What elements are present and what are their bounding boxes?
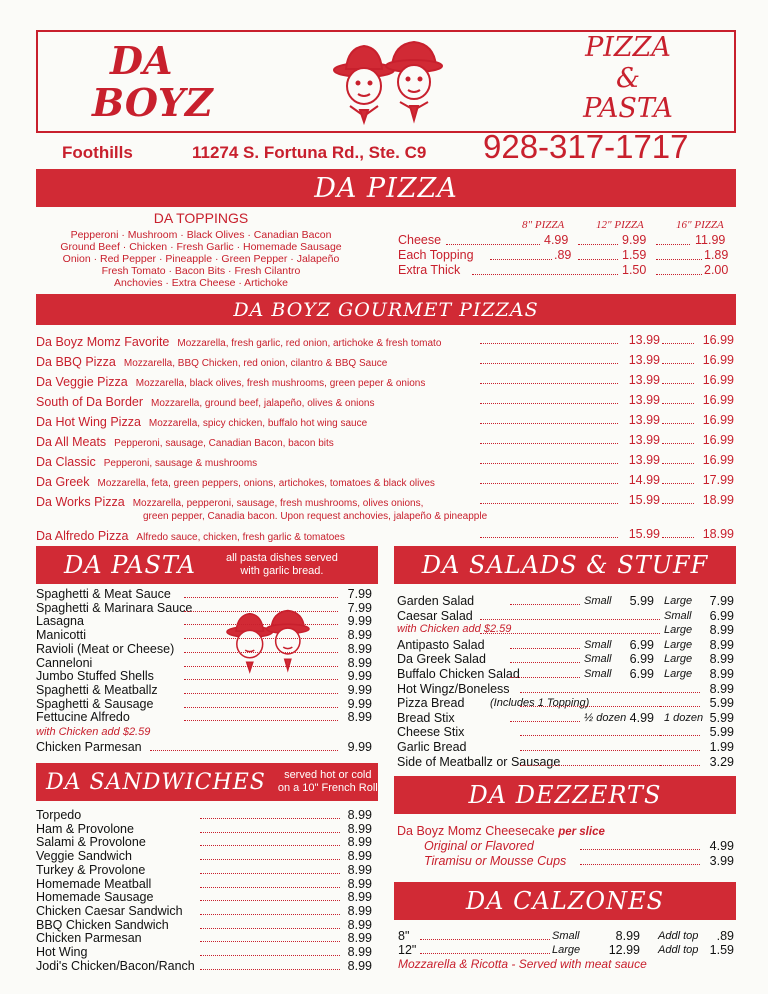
pasta-name: Jumbo Stuffed Shells — [36, 669, 154, 684]
sandwich-price: 8.99 — [347, 945, 372, 959]
gourmet-desc: Mozzarella, pepperoni, sausage, fresh mushrooms, olives onions, — [132, 498, 424, 509]
price-12: 13.99 — [628, 393, 660, 407]
leader-dots — [184, 611, 338, 612]
toppings-title: DA TOPPINGS — [153, 210, 249, 226]
large-price: 8.99 — [709, 637, 734, 652]
leader-dots — [480, 463, 618, 464]
salad-name: Hot Wingz/Boneless — [397, 681, 510, 696]
small-price: 6.99 — [629, 667, 654, 681]
gourmet-desc: Alfredo sauce, chicken, fresh garlic & tomatoes — [136, 532, 345, 543]
price-12: 13.99 — [628, 373, 660, 387]
price-12: 14.99 — [628, 473, 660, 487]
price-16: 1.89 — [704, 248, 729, 262]
small-price: 4.99 — [629, 710, 654, 725]
sandwiches-title: DA SANDWICHES — [46, 769, 266, 795]
large-price: 8.99 — [709, 652, 734, 667]
addl-top-label: Addl top — [658, 930, 699, 942]
pasta-note-line1: all pasta dishes served — [225, 552, 338, 564]
gourmet-item — [36, 413, 367, 431]
sandwich-price: 8.99 — [347, 917, 372, 932]
gourmet-item — [36, 527, 345, 545]
small-price: 6.99 — [629, 652, 654, 667]
gourmet-name: Da Hot Wing Pizza — [36, 415, 141, 429]
size-header-8: 8" PIZZA — [522, 219, 565, 231]
salad-name: Cheese Stix — [397, 725, 465, 740]
leader-dots — [480, 443, 618, 444]
salad-name: with Chicken add $2.59 — [397, 623, 512, 636]
gourmet-name: Da Classic — [36, 455, 96, 469]
gourmet-item — [36, 353, 387, 371]
large-price: 5.99 — [709, 696, 734, 711]
sandwich-price: 8.99 — [347, 903, 372, 918]
leader-dots — [200, 832, 340, 833]
large-price: 7.99 — [709, 594, 734, 608]
leader-dots — [480, 423, 618, 424]
pasta-price: 9.99 — [347, 696, 372, 711]
gourmet-name: Da Boyz Momz Favorite — [36, 335, 170, 349]
pizza-price-row — [398, 263, 734, 278]
price-16: 16.99 — [702, 393, 734, 407]
dezzert-name: Original or Flavored — [424, 839, 534, 853]
leader-dots — [660, 735, 700, 736]
price-16: 16.99 — [702, 353, 734, 367]
salad-name: Garlic Bread — [397, 740, 467, 754]
large-label: Large — [664, 668, 693, 680]
sandwich-name: Veggie Sandwich — [36, 849, 132, 864]
price-8: .89 — [554, 248, 572, 262]
pasta-name: Fettucine Alfredo — [36, 710, 130, 725]
salad-name: Buffalo Chicken Salad — [397, 667, 520, 681]
leader-dots — [420, 939, 550, 940]
price-12: 1.50 — [622, 263, 647, 277]
calzone-price: 12.99 — [608, 943, 640, 957]
leader-dots — [200, 928, 340, 929]
pasta-name: Spaghetti & Meat Sauce — [36, 587, 171, 601]
calzone-size: 12" — [398, 943, 417, 957]
leader-dots — [580, 864, 700, 865]
location-name: Foothills — [62, 143, 133, 162]
calzones-banner — [394, 882, 736, 920]
pizza-price-row — [398, 248, 734, 263]
price-12: 13.99 — [628, 333, 660, 347]
leader-dots — [200, 941, 340, 942]
calzone-price: 8.99 — [615, 929, 640, 943]
pasta-name: Spaghetti & Sausage — [36, 696, 154, 711]
toppings-line: Onion · Red Pepper · Pineapple · Green Pepper · Jalapeño — [62, 253, 340, 265]
leader-dots — [184, 652, 338, 653]
sandwiches-note-line2: on a 10" French Roll — [277, 782, 378, 794]
leader-dots — [662, 443, 694, 444]
pasta-price: 8.99 — [347, 710, 372, 725]
tagline-pizza: PIZZA — [585, 32, 671, 63]
mascot-boys-logo — [328, 36, 448, 128]
leader-dots — [662, 503, 694, 504]
leader-dots — [510, 677, 580, 678]
sandwiches-banner — [36, 763, 378, 801]
pasta-price: 7.99 — [347, 587, 372, 601]
large-label: Large — [664, 624, 693, 637]
leader-dots — [660, 750, 700, 751]
dezzerts-title: DA DEZZERTS — [468, 781, 662, 809]
sandwich-name: Salami & Provolone — [36, 835, 146, 850]
large-price: 5.99 — [709, 725, 734, 740]
pasta-price: 9.99 — [347, 669, 372, 684]
gourmet-desc: Mozzarella, feta, green peppers, onions, artichokes, tomatoes & black olives — [97, 478, 435, 489]
small-label: ½ dozen — [584, 711, 627, 724]
leader-dots — [510, 662, 580, 663]
price-12: 13.99 — [628, 433, 660, 447]
leader-dots — [662, 403, 694, 404]
per-slice-note: per slice — [558, 826, 605, 838]
small-label: Small — [584, 653, 612, 666]
salad-name: Caesar Salad — [397, 608, 473, 623]
price-12: 13.99 — [628, 413, 660, 427]
gourmet-item — [36, 453, 257, 471]
leader-dots — [184, 679, 338, 680]
pizza-row-name: Extra Thick — [398, 263, 461, 277]
pasta-price: 9.99 — [347, 614, 372, 629]
salad-name: Side of Meatballz or Sausage — [397, 754, 561, 769]
pasta-price: 9.99 — [347, 740, 372, 754]
gourmet-name: Da Veggie Pizza — [36, 375, 128, 389]
salad-name: Antipasto Salad — [397, 637, 485, 652]
leader-dots — [510, 604, 580, 605]
leader-dots — [510, 648, 580, 649]
salad-name: Bread Stix — [397, 710, 455, 725]
sandwich-price: 8.99 — [347, 876, 372, 891]
salad-name: Pizza Bread — [397, 696, 465, 711]
leader-dots — [200, 818, 340, 819]
calzone-label: Small — [552, 930, 580, 942]
small-price: 6.99 — [629, 637, 654, 652]
leader-dots — [184, 707, 338, 708]
dezzerts-head — [397, 824, 605, 838]
pasta-name: Spaghetti & Marinara Sauce — [36, 600, 193, 615]
sandwich-price: 8.99 — [347, 808, 372, 822]
sandwich-name: Chicken Parmesan — [36, 931, 142, 946]
salads-title: DA SALADS & STUFF — [421, 551, 709, 579]
toppings-line: Pepperoni · Mushroom · Black Olives · Canadian Bacon — [70, 229, 332, 241]
leader-dots — [662, 463, 694, 464]
leader-dots — [200, 969, 340, 970]
large-price: 3.29 — [709, 754, 734, 769]
pasta-note-line2: with garlic bread. — [240, 565, 324, 577]
leader-dots — [480, 403, 618, 404]
pasta-price: 8.99 — [347, 628, 372, 643]
price-12: 15.99 — [628, 527, 660, 541]
small-price: 5.99 — [629, 594, 654, 608]
leader-dots — [200, 845, 340, 846]
dezzert-price: 3.99 — [709, 854, 734, 868]
large-price: 6.99 — [709, 608, 734, 623]
sandwich-name: Jodi's Chicken/Bacon/Ranch — [36, 958, 195, 973]
large-label: Large — [664, 595, 693, 607]
gourmet-name: Da Greek — [36, 475, 90, 489]
gourmet-item — [36, 373, 425, 391]
leader-dots — [480, 483, 618, 484]
dezzert-name: Tiramisu or Mousse Cups — [424, 854, 567, 868]
price-12: 13.99 — [628, 453, 660, 467]
gourmet-item — [36, 493, 423, 511]
leader-dots — [200, 859, 340, 860]
price-16: 18.99 — [702, 527, 734, 541]
pizza-title: DA PIZZA — [314, 172, 458, 204]
price-16: 18.99 — [702, 493, 734, 507]
leader-dots — [480, 363, 618, 364]
pasta-name: Ravioli (Meat or Cheese) — [36, 641, 175, 656]
gourmet-desc: Pepperoni, sausage, Canadian Bacon, bacon bits — [114, 438, 334, 449]
gourmet-item — [36, 393, 375, 411]
gourmet-title: DA BOYZ GOURMET PIZZAS — [233, 298, 539, 321]
pasta-price: 7.99 — [347, 600, 372, 615]
large-price: 8.99 — [709, 681, 734, 696]
gourmet-name: Da Alfredo Pizza — [36, 529, 129, 543]
brand-name-line1: DA — [110, 38, 173, 83]
large-label: Small — [664, 609, 692, 622]
salad-name: Garden Salad — [397, 594, 475, 608]
gourmet-desc: Mozzarella, black olives, fresh mushrooms, green peper & onions — [135, 378, 426, 389]
small-label: Small — [584, 668, 612, 680]
calzone-label: Large — [552, 944, 581, 956]
leader-dots — [200, 873, 340, 874]
addl-top-label: Addl top — [658, 944, 699, 956]
calzone-size: 8" — [398, 929, 410, 943]
leader-dots — [184, 597, 338, 598]
sandwiches-note-line1: served hot or cold — [284, 769, 372, 781]
price-16: 16.99 — [702, 433, 734, 447]
large-label: Large — [664, 638, 693, 651]
leader-dots — [662, 423, 694, 424]
leader-dots — [662, 363, 694, 364]
gourmet-item — [36, 433, 334, 451]
price-16: 16.99 — [702, 453, 734, 467]
pasta-name: Lasagna — [36, 614, 84, 629]
leader-dots — [480, 537, 618, 538]
leader-dots — [200, 900, 340, 901]
leader-dots — [662, 537, 694, 538]
sandwich-name: Turkey & Provolone — [36, 862, 146, 877]
sandwich-name: Homemade Meatball — [36, 876, 152, 891]
addl-top-price: 1.59 — [709, 943, 734, 957]
leader-dots — [480, 633, 660, 634]
leader-dots — [200, 914, 340, 915]
sandwich-price: 8.99 — [347, 931, 372, 946]
sandwich-price: 8.99 — [347, 821, 372, 836]
price-16: 2.00 — [704, 263, 729, 277]
leader-dots — [420, 953, 550, 954]
leader-dots — [662, 383, 694, 384]
leader-dots — [184, 638, 338, 639]
leader-dots — [184, 693, 338, 694]
size-header-16: 16" PIZZA — [676, 219, 724, 231]
sandwich-name: Chicken Caesar Sandwich — [36, 903, 183, 918]
price-12: 15.99 — [628, 493, 660, 507]
leader-dots — [580, 849, 700, 850]
pasta-price: 8.99 — [347, 641, 372, 656]
leader-dots — [184, 666, 338, 667]
gourmet-desc: Mozzarella, fresh garlic, red onion, artichoke & fresh tomato — [177, 338, 442, 349]
toppings-line: Ground Beef · Chicken · Fresh Garlic · Homemade Sausage — [60, 241, 342, 253]
pasta-name: Spaghetti & Meatballz — [36, 682, 158, 697]
addl-top-price: .89 — [716, 929, 734, 943]
pasta-price: 8.99 — [347, 655, 372, 670]
leader-dots — [480, 383, 618, 384]
pasta-price: 9.99 — [347, 682, 372, 697]
sandwich-price: 8.99 — [347, 890, 372, 905]
large-price: 8.99 — [709, 623, 734, 638]
price-8: 4.99 — [544, 233, 569, 247]
leader-dots — [660, 765, 700, 766]
pasta-banner — [36, 546, 378, 584]
small-label: Small — [584, 638, 612, 651]
leader-dots — [510, 721, 580, 722]
sandwich-name: Hot Wing — [36, 945, 88, 959]
salad-name: Da Greek Salad — [397, 652, 486, 667]
dezzerts-banner — [394, 776, 736, 814]
leader-dots — [200, 955, 340, 956]
pizza-banner — [36, 169, 736, 207]
gourmet-name: South of Da Border — [36, 395, 144, 409]
pizza-price-row — [398, 233, 734, 248]
gourmet-banner — [36, 294, 736, 325]
sandwich-price: 8.99 — [347, 958, 372, 973]
price-16: 16.99 — [702, 333, 734, 347]
tagline-amp: & — [615, 63, 641, 94]
leader-dots — [184, 624, 338, 625]
gourmet-desc-continued: green pepper, Canadia bacon. Upon request anchovies, jalapeño & pineapple — [143, 511, 488, 522]
cheesecake-label: Da Boyz Momz Cheesecake — [397, 824, 555, 838]
large-price: 1.99 — [709, 740, 734, 754]
pizza-row-name: Cheese — [398, 233, 442, 247]
calzone-note: Mozzarella & Ricotta - Served with meat sauce — [398, 957, 647, 971]
sandwich-name: Ham & Provolone — [36, 821, 134, 836]
toppings-line: Anchovies · Extra Cheese · Artichoke — [114, 277, 288, 289]
price-16: 16.99 — [702, 413, 734, 427]
leader-dots — [662, 483, 694, 484]
tagline-pasta: PASTA — [583, 93, 673, 124]
leader-dots — [660, 692, 700, 693]
sandwich-price: 8.99 — [347, 862, 372, 877]
pasta-name: Canneloni — [36, 655, 93, 670]
phone-number[interactable]: 928-317-1717 — [483, 128, 689, 165]
sandwich-name: Homemade Sausage — [36, 890, 154, 905]
gourmet-desc: Mozzarella, BBQ Chicken, red onion, cilantro & BBQ Sauce — [123, 358, 388, 369]
leader-dots — [662, 343, 694, 344]
sandwich-price: 8.99 — [347, 849, 372, 864]
sandwich-price: 8.99 — [347, 835, 372, 850]
price-12: 1.59 — [622, 248, 647, 262]
dezzert-price: 4.99 — [709, 839, 734, 853]
gourmet-name: Da Works Pizza — [36, 495, 125, 509]
leader-dots — [480, 619, 660, 620]
pasta-name: Chicken Parmesan — [36, 740, 142, 754]
address: 11274 S. Fortuna Rd., Ste. C9 — [192, 143, 427, 162]
sandwich-name: BBQ Chicken Sandwich — [36, 917, 169, 932]
calzones-title: DA CALZONES — [465, 887, 665, 915]
pasta-title: DA PASTA — [64, 551, 196, 579]
leader-dots — [184, 720, 338, 721]
gourmet-name: Da BBQ Pizza — [36, 355, 116, 369]
gourmet-desc: Pepperoni, sausage & mushrooms — [103, 458, 258, 469]
large-label: Large — [664, 653, 693, 666]
price-16: 11.99 — [695, 233, 726, 247]
toppings-line: Fresh Tomato · Bacon Bits · Fresh Cilantro — [101, 265, 301, 277]
size-header-12: 12" PIZZA — [596, 219, 644, 231]
leader-dots — [480, 343, 618, 344]
price-16: 16.99 — [702, 373, 734, 387]
pizza-row-name: Each Topping — [398, 248, 474, 262]
large-price: 5.99 — [709, 710, 734, 725]
leader-dots — [200, 887, 340, 888]
price-12: 13.99 — [628, 353, 660, 367]
gourmet-item — [36, 473, 435, 491]
gourmet-name: Da All Meats — [36, 435, 107, 449]
gourmet-item — [36, 333, 441, 351]
gourmet-desc: Mozzarella, spicy chicken, buffalo hot wing sauce — [148, 418, 368, 429]
large-price: 8.99 — [709, 667, 734, 681]
large-label: 1 dozen — [664, 711, 704, 724]
brand-name-line2: BOYZ — [92, 80, 213, 125]
small-label: Small — [584, 595, 612, 607]
price-12: 9.99 — [622, 233, 647, 247]
price-16: 17.99 — [702, 473, 734, 487]
leader-dots — [660, 706, 700, 707]
pasta-chicken-note: with Chicken add $2.59 — [36, 726, 151, 738]
pasta-name: Manicotti — [36, 628, 87, 643]
leader-dots — [150, 750, 338, 751]
sandwich-name: Torpedo — [36, 808, 82, 822]
leader-dots — [480, 503, 618, 504]
salad-extra: (Includes 1 Topping) — [490, 697, 590, 710]
gourmet-desc: Mozzarella, ground beef, jalapeño, olives & onions — [151, 398, 375, 409]
salads-banner — [394, 546, 736, 584]
